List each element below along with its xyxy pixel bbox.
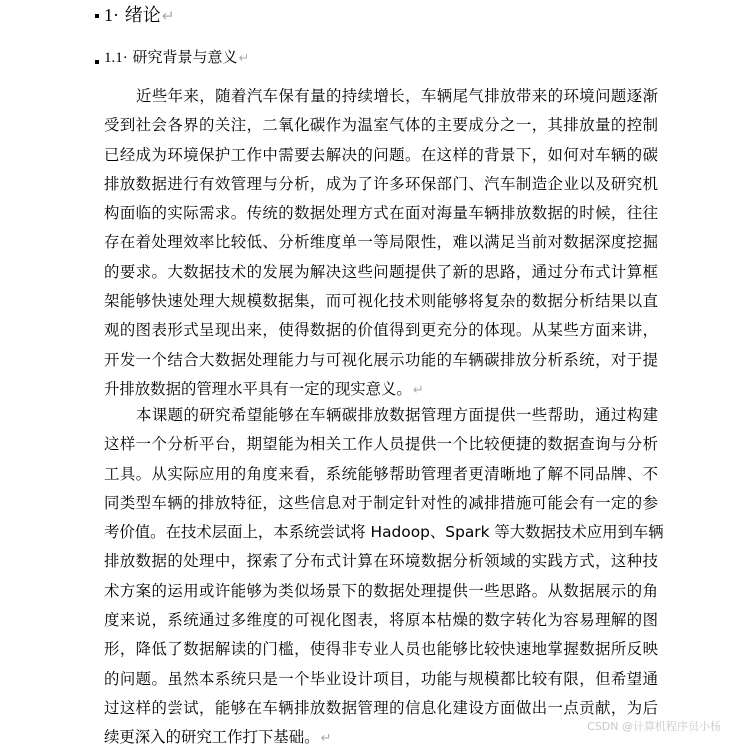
text-line bbox=[104, 694, 658, 723]
paragraph-mark-icon: ↵ bbox=[412, 382, 424, 398]
text-line bbox=[104, 401, 658, 430]
text-line bbox=[104, 287, 658, 316]
text-line-content: 的要求。大数据技术的发展为解决这些问题提供了新的思路，通过分布式计算框 bbox=[104, 262, 658, 281]
watermark: CSDN @计算机程序员小杨 bbox=[587, 720, 721, 733]
text-line-content: 度来说，系统通过多维度的可视化图表，将原本枯燥的数字转化为容易理解的图 bbox=[104, 611, 658, 630]
text-line bbox=[104, 547, 658, 576]
text-line bbox=[104, 111, 658, 140]
text-line-content: 过这样的尝试，能够在车辆排放数据管理的信息化建设方面做出一点贡献，为后 bbox=[104, 698, 658, 717]
heading-bullet bbox=[95, 60, 99, 64]
text-line bbox=[104, 430, 658, 459]
heading-title: 研究背景与意义 bbox=[132, 48, 238, 66]
text-line-content: 续更深入的研究工作打下基础。 bbox=[104, 728, 320, 747]
text-line bbox=[104, 346, 658, 375]
text-line-content: 升排放数据的管理水平具有一定的现实意义。 bbox=[104, 379, 412, 398]
text-line-content: 已经成为环境保护工作中需要去解决的问题。在这样的背景下，如何对车辆的碳 bbox=[104, 145, 658, 164]
text-line bbox=[104, 141, 658, 170]
text-line-content: 观的图表形式呈现出来，使得数据的价值得到更充分的体现。从某些方面来讲， bbox=[104, 321, 658, 340]
text-line bbox=[104, 635, 658, 664]
text-line bbox=[104, 199, 658, 228]
paragraph-significance bbox=[104, 401, 664, 753]
paragraph-mark-icon: ↵ bbox=[238, 51, 250, 66]
text-line-content: 形，降低了数据解读的门槛，使得非专业人员也能够比较快速地掌握数据所反映 bbox=[104, 640, 658, 659]
paragraph-mark-icon: ↵ bbox=[320, 731, 332, 747]
text-line-content: 的问题。虽然本系统只是一个毕业设计项目，功能与规模都比较有限，但希望通 bbox=[104, 669, 658, 688]
text-line bbox=[104, 489, 658, 518]
text-line-content: 工具。从实际应用的角度来看，系统能够帮助管理者更清晰地了解不同品牌、不 bbox=[104, 464, 658, 483]
text-line-content: 存在着处理效率比较低、分析维度单一等局限性，难以满足当前对数据深度挖掘 bbox=[104, 233, 658, 252]
heading-number: 1 bbox=[104, 5, 113, 25]
text-line-content: 受到社会各界的关注，二氧化碳作为温室气体的主要成分之一，其排放量的控制 bbox=[104, 116, 658, 135]
heading-bullet bbox=[95, 14, 99, 18]
text-line-content: 近些年来，随着汽车保有量的持续增长，车辆尾气排放带来的环境问题逐渐 bbox=[136, 87, 658, 105]
text-line-content: 排放数据进行有效管理与分析，成为了许多环保部门、汽车制造企业以及研究机 bbox=[104, 174, 658, 193]
text-line-content: 构面临的实际需求。传统的数据处理方式在面对海量车辆排放数据的时候，往往 bbox=[104, 204, 658, 223]
text-line bbox=[104, 170, 658, 199]
paragraph-background bbox=[104, 82, 658, 404]
text-line bbox=[104, 258, 658, 287]
text-line-content: 架能够快速处理大规模数据集，而可视化技术则能够将复杂的数据分析结果以直 bbox=[104, 292, 658, 311]
text-line bbox=[104, 606, 658, 635]
text-line bbox=[104, 723, 658, 752]
text-line bbox=[104, 82, 658, 111]
text-line bbox=[104, 665, 658, 694]
heading-2: 1.1· 研究背景与意义↵ bbox=[95, 46, 249, 70]
text-line-content: 术方案的运用或许能够为类似场景下的数据处理提供一些思路。从数据展示的角 bbox=[104, 581, 658, 600]
text-line bbox=[104, 316, 658, 345]
text-line bbox=[104, 518, 664, 547]
text-line-content: 开发一个结合大数据处理能力与可视化展示功能的车辆碳排放分析系统，对于提 bbox=[104, 350, 658, 369]
heading-number: 1.1 bbox=[104, 50, 123, 66]
text-line bbox=[104, 460, 658, 489]
text-line-content: 考价值。在技术层面上，本系统尝试将 Hadoop、Spark 等大数据技术应用到车辆 bbox=[104, 523, 664, 542]
text-line bbox=[104, 375, 658, 404]
heading-title: 绪论 bbox=[124, 5, 161, 26]
text-line bbox=[104, 577, 658, 606]
text-line bbox=[104, 228, 658, 257]
heading-1: 1· 绪论↵ bbox=[95, 3, 175, 28]
paragraph-mark-icon: ↵ bbox=[161, 7, 175, 25]
text-line-content: 本课题的研究希望能够在车辆碳排放数据管理方面提供一些帮助，通过构建 bbox=[136, 406, 658, 424]
text-line-content: 同类型车辆的排放特征，这些信息对于制定针对性的减排措施可能会有一定的参 bbox=[104, 493, 658, 512]
text-line-content: 排放数据的处理中，探索了分布式计算在环境数据分析领域的实践方式，这种技 bbox=[104, 552, 658, 571]
text-line-content: 这样一个分析平台，期望能为相关工作人员提供一个比较便捷的数据查询与分析 bbox=[104, 435, 658, 454]
